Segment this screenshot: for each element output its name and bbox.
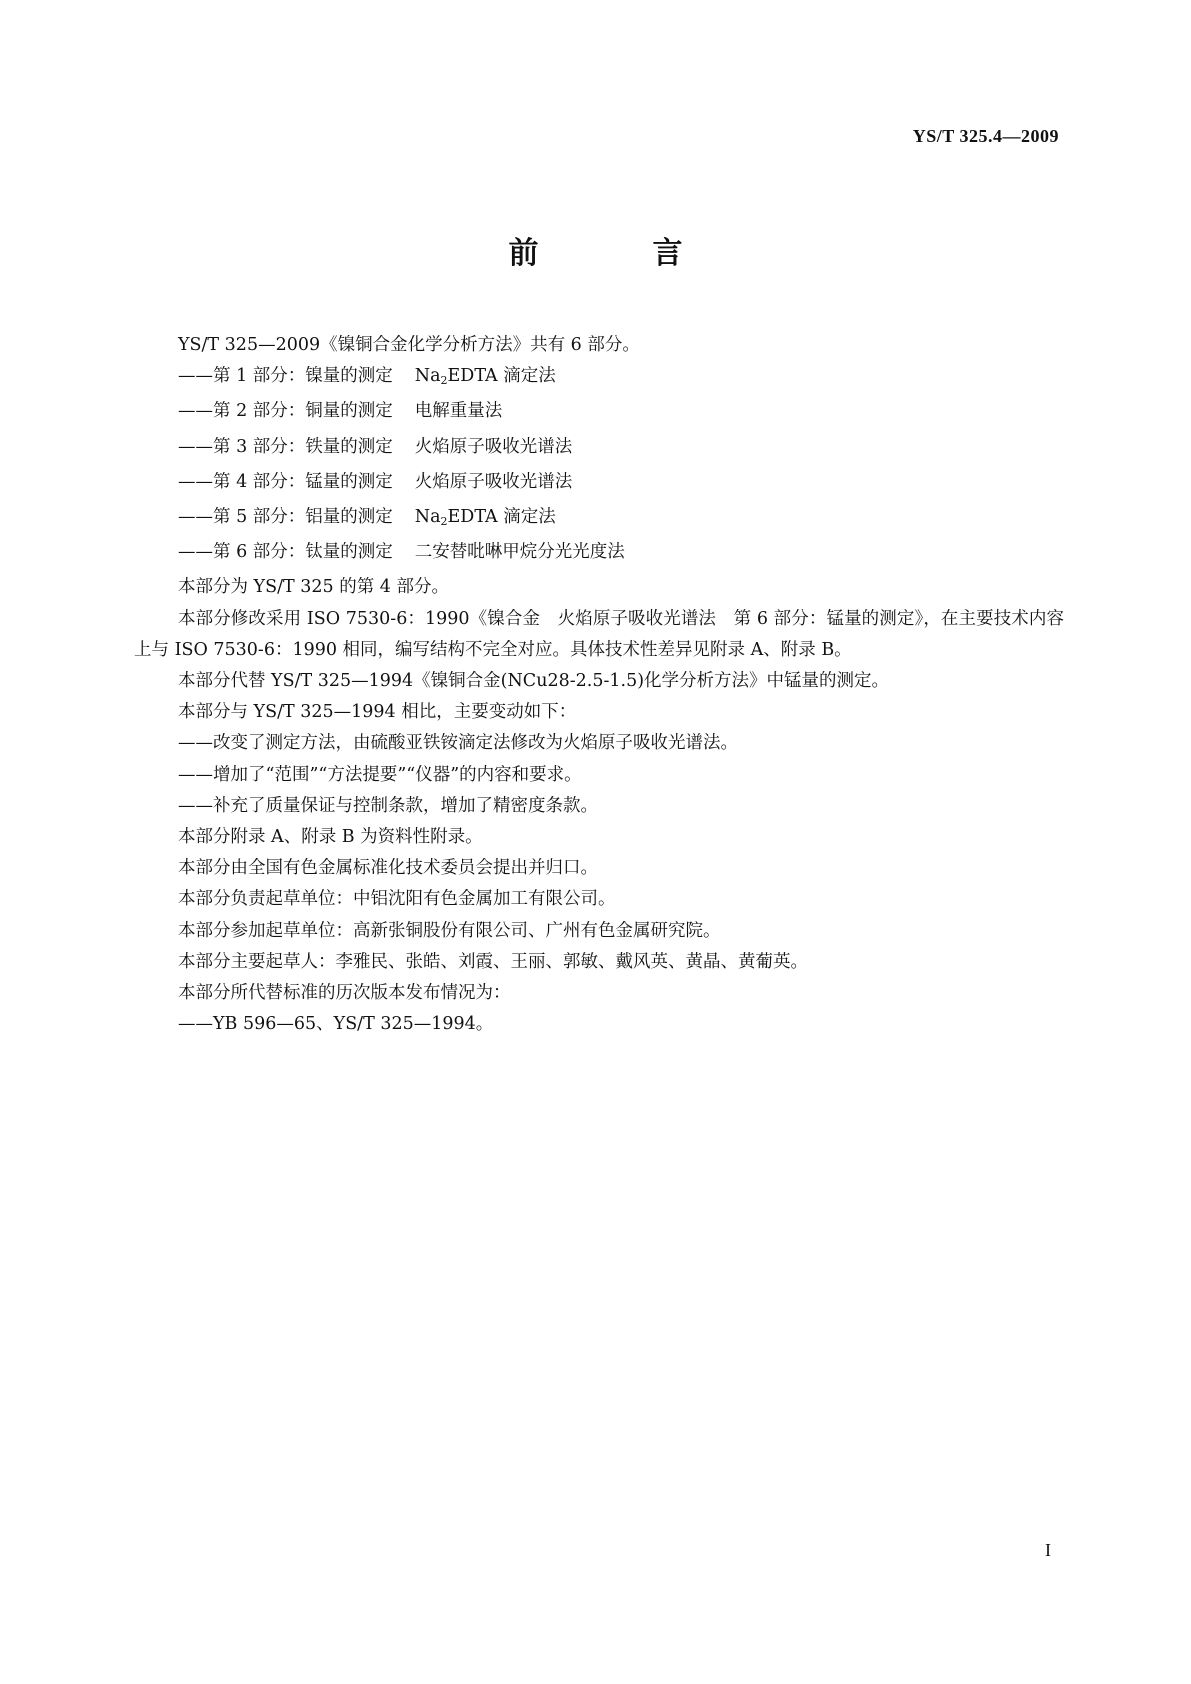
change-item-3: ——补充了质量保证与控制条款，增加了精密度条款。 — [178, 795, 598, 816]
foreword-body — [134, 330, 1064, 1040]
part-item-4: ——第 4 部分：锰量的测定 火焰原子吸收光谱法 — [178, 471, 573, 492]
standard-code: YS/T 325.4—2009 — [912, 126, 1059, 146]
paragraph-main-drafters: 本部分主要起草人：李雅民、张皓、刘霞、王丽、郭敏、戴风英、黄晶、黄葡英。 — [178, 951, 808, 972]
page-number: I — [1045, 1540, 1051, 1560]
paragraph-history-intro: 本部分所代替标准的历次版本发布情况为： — [178, 983, 511, 1004]
paragraph-proposer: 本部分由全国有色金属标准化技术委员会提出并归口。 — [178, 858, 598, 879]
paragraph-part-number: 本部分为 YS/T 325 的第 4 部分。 — [178, 577, 449, 598]
part-item-5: ——第 5 部分：铝量的测定 $Na_2EDTA$ 滴定法 — [178, 507, 556, 529]
paragraph-history: ——YB 596—65、YS/T 325—1994。 — [178, 1014, 494, 1035]
paragraph-participating-drafters: 本部分参加起草单位：高新张铜股份有限公司、广州有色金属研究院。 — [178, 920, 721, 941]
paragraph-lead-drafter: 本部分负责起草单位：中铝沈阳有色金属加工有限公司。 — [178, 889, 616, 910]
intro-paragraph: YS/T 325—2009《镍铜合金化学分析方法》共有 6 部分。 — [178, 335, 640, 355]
part-item-1: ——第 1 部分：镍量的测定 $Na_2EDTA$ 滴定法 — [178, 366, 556, 388]
part-item-2: ——第 2 部分：铜量的测定 电解重量法 — [178, 401, 503, 422]
part-item-6: ——第 6 部分：钛量的测定 二安替吡啉甲烷分光光度法 — [178, 542, 625, 563]
paragraph-annex: 本部分附录 A、附录 B 为资料性附录。 — [178, 827, 483, 848]
part-item-3: ——第 3 部分：铁量的测定 火焰原子吸收光谱法 — [178, 436, 573, 457]
paragraph-replaces: 本部分代替 YS/T 325—1994《镍铜合金(NCu28-2.5-1.5)化学分析方法》中锰量的测定。 — [178, 671, 890, 692]
paragraph-adoption: 本部分修改采用 ISO 7530-6：1990《镍合金 火焰原子吸收光谱法 第 6 部分：锰量的测定》，在主要技术内容上与 ISO 7530-6：1990 相同，编写结构不完全对应。具体技术性差异见附录 A、附录 B。 — [134, 608, 1064, 660]
change-item-1: ——改变了测定方法，由硫酸亚铁铵滴定法修改为火焰原子吸收光谱法。 — [178, 733, 738, 754]
page-title: 前 言 — [508, 236, 725, 271]
change-item-2: ——增加了“范围”“方法提要”“仪器”的内容和要求。 — [178, 764, 582, 785]
paragraph-changes-intro: 本部分与 YS/T 325—1994 相比，主要变动如下： — [178, 702, 577, 723]
